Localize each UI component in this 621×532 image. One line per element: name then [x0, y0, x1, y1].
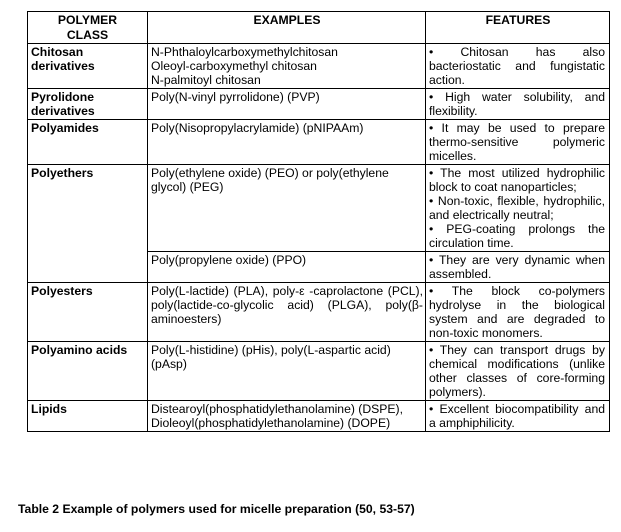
example-line: Poly(L-lactide) (PLA), poly-ε -caprolactone (PCL), poly(lactide-co-glycolic acid) (PLGA), poly(β-aminoesters): [151, 284, 423, 326]
example-line: Dioleoyl(phosphatidylethanolamine) (DOPE): [151, 416, 391, 430]
polymer-class-cell: Polyesters: [28, 283, 148, 342]
polymer-class-cell: Polyethers: [28, 165, 148, 283]
example-line: Poly(L-histidine) (pHis), poly(L-aspartic acid) (pAsp): [151, 343, 391, 371]
feature-bullet: • Chitosan has also bacteriostatic and fungistatic action.: [429, 45, 605, 87]
example-line: Poly(propylene oxide) (PPO): [151, 253, 307, 267]
table-row: [28, 120, 610, 165]
feature-bullet: • Excellent biocompatibility and a amphiphilicity.: [429, 402, 605, 430]
example-line: Poly(N-vinyl pyrrolidone) (PVP): [151, 90, 320, 104]
polymer-class-cell: Polyamides: [28, 120, 148, 165]
features-cell: [426, 342, 610, 401]
examples-cell: [148, 283, 426, 342]
example-line: N-palmitoyl chitosan: [151, 73, 261, 87]
features-cell: [426, 120, 610, 165]
features-cell: [426, 89, 610, 120]
example-line: Distearoyl(phosphatidylethanolamine) (DSPE),: [151, 402, 403, 416]
example-line: Oleoyl-carboxymethyl chitosan: [151, 59, 317, 73]
polymer-class-cell: Polyamino acids: [28, 342, 148, 401]
feature-bullet: • PEG-coating prolongs the circulation time.: [429, 222, 605, 250]
polymer-class-cell: Lipids: [28, 401, 148, 432]
table-caption: Table 2 Example of polymers used for micelle preparation (50, 53-57): [18, 502, 415, 516]
example-line: N-Phthaloylcarboxymethylchitosan: [151, 45, 338, 59]
example-line: Poly(ethylene oxide) (PEO) or poly(ethylene glycol) (PEG): [151, 166, 389, 194]
feature-bullet: • It may be used to prepare thermo-sensitive polymeric micelles.: [429, 121, 605, 163]
feature-bullet: • The block co-polymers hydrolyse in the biological system and are degraded to non-toxic monomers.: [429, 284, 605, 340]
feature-bullet: • They are very dynamic when assembled.: [429, 253, 605, 281]
table-row: [28, 165, 610, 252]
features-cell: [426, 252, 610, 283]
feature-bullet: • High water solubility, and flexibility.: [429, 90, 605, 118]
features-cell: [426, 401, 610, 432]
features-cell: [426, 44, 610, 89]
header-examples: EXAMPLES: [148, 12, 426, 44]
header-features: FEATURES: [426, 12, 610, 44]
examples-cell: [148, 401, 426, 432]
table-row: [28, 44, 610, 89]
polymer-class-cell: Pyrolidone derivatives: [28, 89, 148, 120]
feature-bullet: • The most utilized hydrophilic block to coat nanoparticles;: [429, 166, 605, 194]
examples-cell: [148, 342, 426, 401]
header-polymer-class: POLYMER CLASS: [28, 12, 148, 44]
polymer-table: [27, 11, 610, 432]
features-cell: [426, 165, 610, 252]
feature-bullet: • They can transport drugs by chemical modifications (unlike other classes of core-forming polymers).: [429, 343, 605, 399]
example-line: Poly(Nisopropylacrylamide) (pNIPAAm): [151, 121, 364, 135]
table-row: [28, 401, 610, 432]
table-row: [28, 283, 610, 342]
header-row: [28, 12, 610, 44]
examples-cell: [148, 120, 426, 165]
polymer-class-cell: Chitosan derivatives: [28, 44, 148, 89]
examples-cell: [148, 89, 426, 120]
table-row: [28, 342, 610, 401]
features-cell: [426, 283, 610, 342]
examples-cell: [148, 165, 426, 252]
examples-cell: [148, 44, 426, 89]
examples-cell: [148, 252, 426, 283]
feature-bullet: • Non-toxic, flexible, hydrophilic, and electrically neutral;: [429, 194, 605, 222]
table-row: [28, 89, 610, 120]
